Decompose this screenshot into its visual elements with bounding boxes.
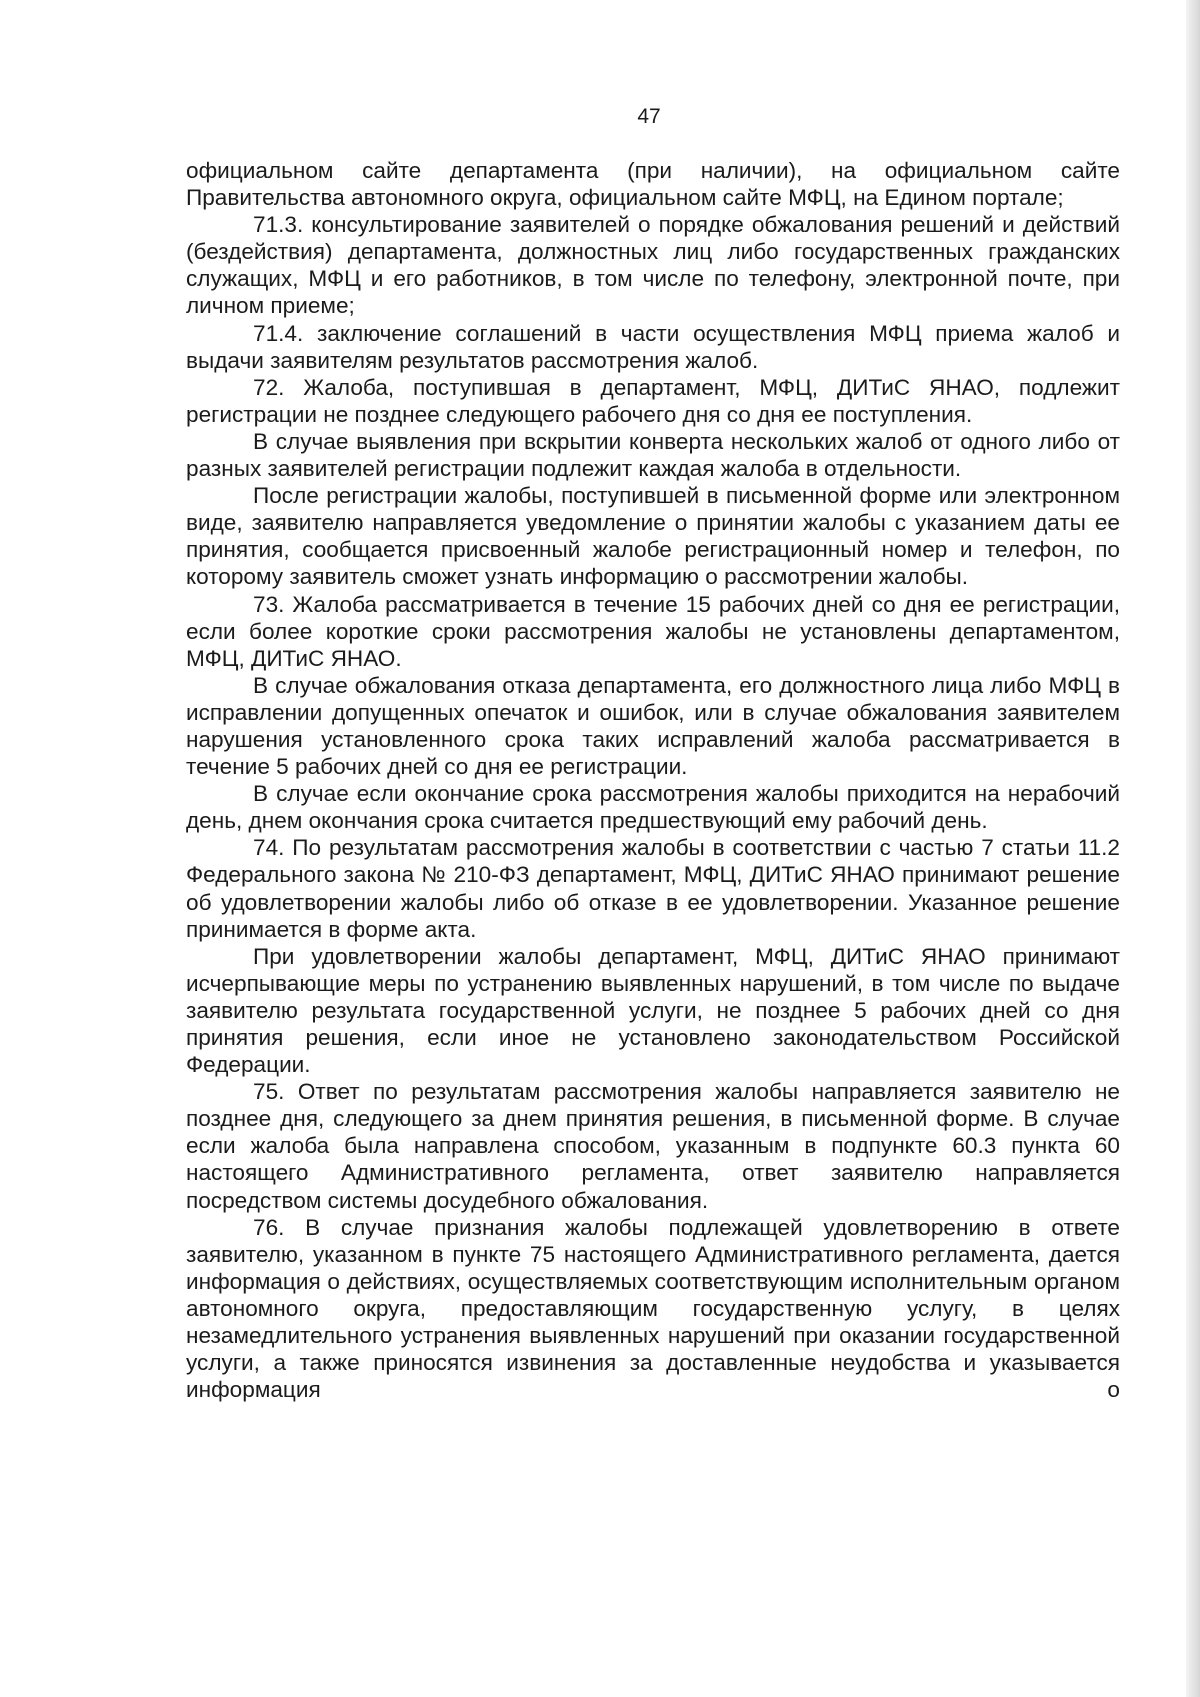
paragraph-75: 75. Ответ по результатам рассмотрения жалобы направляется заявителю не позднее дня, следующего за днем принятия решения, в письменной форме. В случае если жалоба была направлена способом, указанным в подпункте 60.3 пункта 60 настоящего Административного регламента, ответ заявителю направляется посредством системы досудебного обжалования. [186,1079,1120,1213]
paragraph: При удовлетворении жалобы департамент, МФЦ, ДИТиС ЯНАО принимают исчерпывающие меры по устранению выявленных нарушений, в том числе по выдаче заявителю результата государственной услуги, не позднее 5 рабочих дней со дня принятия решения, если иное не установлено законодательством Российской Федерации. [186,943,1120,1078]
paragraph: В случае обжалования отказа департамента, его должностного лица либо МФЦ в исправлении допущенных опечаток и ошибок, или в случае обжалования заявителем нарушения установленного срока таких исправлений жалоба рассматривается в течение 5 рабочих дней со дня ее регистрации. [186,672,1120,780]
paragraph-71-3: 71.3. консультирование заявителей о порядке обжалования решений и действий (бездействия) департамента, должностных лиц либо государственных гражданских служащих, МФЦ и его работников, в том числе по телефону, электронной почте, при личном приеме; [186,212,1120,319]
paragraph-72: 72. Жалоба, поступившая в департамент, МФЦ, ДИТиС ЯНАО, подлежит регистрации не позднее следующего рабочего дня со дня ее поступления. [186,374,1120,427]
document-body [186,157,1120,1403]
paragraph: После регистрации жалобы, поступившей в письменной форме или электронном виде, заявителю направляется уведомление о принятии жалобы с указанием даты ее принятия, сообщается присвоенный жалобе регистрационный номер и телефон, по которому заявитель сможет узнать информацию о рассмотрении жалобы. [186,483,1120,590]
paragraph-73: 73. Жалоба рассматривается в течение 15 рабочих дней со дня ее регистрации, если более короткие сроки рассмотрения жалобы не установлены департаментом, МФЦ, ДИТиС ЯНАО. [186,591,1120,671]
paragraph: В случае выявления при вскрытии конверта нескольких жалоб от одного либо от разных заявителей регистрации подлежит каждая жалоба в отдельности. [186,428,1120,482]
paragraph: официальном сайте департамента (при наличии), на официальном сайте Правительства автономного округа, официальном сайте МФЦ, на Едином портале; [186,158,1120,211]
paragraph: В случае если окончание срока рассмотрения жалобы приходится на нерабочий день, днем окончания срока считается предшествующий ему рабочий день. [186,781,1120,834]
page-number: 47 [637,105,661,128]
scan-edge-shadow [1186,0,1200,1697]
paragraph-76: 76. В случае признания жалобы подлежащей удовлетворению в ответе заявителю, указанном в пункте 75 настоящего Административного регламента, дается информация о действиях, осуществляемых соответствующим исполнительным органом автономного округа, предоставляющим государственную услугу, в целях незамедлительного устранения выявленных нарушений при оказании государственной услуги, а также приносятся извинения за доставленные неудобства и указывается информация о [186,1214,1120,1403]
paragraph-71-4: 71.4. заключение соглашений в части осуществления МФЦ приема жалоб и выдачи заявителям результатов рассмотрения жалоб. [186,320,1120,373]
paragraph-74: 74. По результатам рассмотрения жалобы в соответствии с частью 7 статьи 11.2 Федерального закона № 210-ФЗ департамент, МФЦ, ДИТиС ЯНАО принимают решение об удовлетворении жалобы либо об отказе в ее удовлетворении. Указанное решение принимается в форме акта. [186,835,1120,942]
